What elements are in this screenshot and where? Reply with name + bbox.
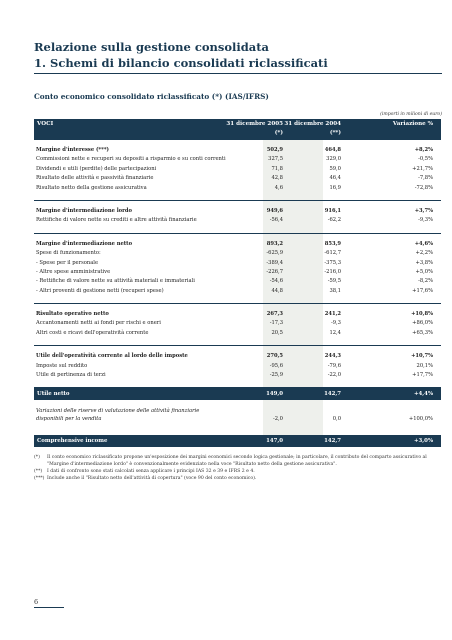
variazioni-label-1: Variazioni delle riserve di valutazione delle attività finanziarie bbox=[36, 408, 200, 415]
table-row bbox=[34, 329, 441, 338]
variazioni-row bbox=[34, 400, 441, 430]
table-row bbox=[34, 310, 441, 319]
row-value-2004: 241,2 bbox=[324, 311, 341, 318]
title-rule bbox=[34, 73, 442, 74]
row-value-2004: 12,4 bbox=[329, 329, 341, 336]
row-label: Risultato delle attività e passività finanziarie bbox=[36, 175, 154, 182]
row-value-2005: 949,6 bbox=[266, 207, 283, 214]
row-change: +21,7% bbox=[412, 165, 433, 172]
row-label: Risultato netto della gestione assicurativa bbox=[36, 184, 147, 191]
utile-netto-2004: 142,7 bbox=[324, 391, 341, 398]
row-label: Commissioni nette e recuperi su depositi a risparmio e su conti correnti bbox=[36, 156, 226, 163]
footnote bbox=[34, 475, 434, 482]
row-value-2005: 267,3 bbox=[266, 311, 283, 318]
row-value-2004: -375,3 bbox=[324, 259, 341, 266]
header-col1: 31 dicembre 2005 bbox=[226, 121, 283, 127]
row-change: +2,2% bbox=[415, 250, 433, 257]
row-change: -72,8% bbox=[414, 184, 433, 191]
row-value-2005: 42,8 bbox=[271, 175, 283, 182]
row-value-2005: 270,5 bbox=[266, 353, 283, 360]
table-row bbox=[34, 155, 441, 164]
header-col3: Variazione % bbox=[392, 121, 433, 127]
row-value-2004: 59,0 bbox=[329, 165, 341, 172]
row-value-2004: -79,6 bbox=[327, 362, 341, 369]
table-row bbox=[34, 362, 441, 371]
utile-netto-label: Utile netto bbox=[37, 391, 70, 398]
comprehensive-change: +3,0% bbox=[413, 438, 433, 445]
row-value-2004: 329,0 bbox=[326, 156, 341, 163]
row-value-2004: -216,0 bbox=[324, 268, 341, 275]
row-value-2004: 464,8 bbox=[324, 147, 341, 153]
row-label: Margine d'interesse (***) bbox=[36, 147, 109, 153]
row-label: Dividendi e utili (perdite) delle partecipazioni bbox=[36, 165, 157, 172]
row-value-2005: 20,5 bbox=[271, 329, 283, 336]
variazioni-change: +100,0% bbox=[408, 416, 433, 423]
row-value-2005: 4,6 bbox=[274, 184, 283, 191]
table-row bbox=[34, 259, 441, 268]
table-row bbox=[34, 319, 441, 328]
row-change: -8,2% bbox=[418, 278, 433, 285]
units-note: (importi in milioni di euro) bbox=[380, 112, 442, 117]
footnote-mark: (**) bbox=[34, 469, 43, 474]
utile-netto-2005: 149,0 bbox=[266, 391, 283, 398]
row-value-2005: -389,4 bbox=[266, 259, 283, 266]
row-label: Margine d'intermediazione netto bbox=[36, 240, 133, 247]
row-value-2005: 71,8 bbox=[271, 165, 283, 172]
row-change: +10,8% bbox=[411, 311, 433, 318]
row-value-2004: 46,4 bbox=[329, 175, 341, 182]
row-change: +86,0% bbox=[412, 320, 433, 327]
row-value-2004: -22,0 bbox=[327, 372, 341, 379]
row-value-2005: 893,2 bbox=[266, 240, 283, 247]
row-value-2005: 44,8 bbox=[271, 287, 283, 294]
header-col1-note: (*) bbox=[274, 130, 283, 136]
row-value-2004: 853,9 bbox=[324, 240, 341, 247]
income-statement-table bbox=[34, 119, 441, 447]
table-row bbox=[34, 165, 441, 174]
row-label: Altri costi e ricavi dell'operatività corrente bbox=[36, 329, 149, 336]
row-label: Utile di pertinenza di terzi bbox=[36, 372, 106, 379]
row-value-2004: -9,3 bbox=[330, 320, 341, 327]
table-row bbox=[34, 287, 441, 296]
row-value-2004: 16,9 bbox=[329, 184, 341, 191]
row-change: 20,1% bbox=[416, 362, 433, 369]
row-change: -9,3% bbox=[418, 217, 433, 224]
table-section bbox=[34, 140, 441, 200]
row-value-2005: -17,3 bbox=[269, 320, 283, 327]
row-value-2004: 916,1 bbox=[324, 207, 341, 214]
row-value-2004: -62,2 bbox=[327, 217, 341, 224]
footnote-mark: (***) bbox=[34, 476, 45, 481]
row-change: +3,8% bbox=[415, 259, 433, 266]
row-value-2005: -54,6 bbox=[269, 278, 283, 285]
variazioni-label-2: disponibili per la vendita bbox=[36, 416, 102, 423]
footnote-text: Il conto economico riclassificato propone un'esposizione dei margini economici secondo logica gestionale; in particolare, il contributo del comparto assicurativo al "Margine d'intermediazione lordo" è convenzionalmente evidenziato nella voce "Risultato netto della gestione assicurativa". bbox=[47, 455, 427, 467]
table-row bbox=[34, 146, 441, 155]
row-value-2005: -95,6 bbox=[269, 362, 283, 369]
table-row bbox=[34, 371, 441, 380]
header-col2-note: (**) bbox=[329, 130, 341, 136]
footnote-mark: (*) bbox=[34, 455, 40, 460]
variazioni-2004: 0,0 bbox=[332, 416, 341, 423]
variazioni-2005: -2,0 bbox=[272, 416, 283, 423]
footnote bbox=[34, 454, 434, 468]
footnote-text: I dati di confronto sono stati calcolati senza applicare i principi IAS 32 e 39 e IFRS 2 e 4. bbox=[47, 469, 255, 474]
row-label: - Spese per il personale bbox=[36, 259, 99, 266]
row-change: +8,2% bbox=[414, 147, 433, 153]
row-change: +17,6% bbox=[412, 287, 433, 294]
row-change: +4,6% bbox=[414, 240, 433, 247]
row-label: Utile dell'operatività corrente al lordo delle imposte bbox=[36, 353, 188, 360]
row-value-2004: -59,5 bbox=[327, 278, 341, 285]
row-label: - Rettifiche di valore nette su attività materiali e immateriali bbox=[36, 278, 195, 285]
table-row bbox=[34, 207, 441, 216]
table-body bbox=[34, 140, 441, 388]
row-change: +3,7% bbox=[414, 207, 433, 214]
table-header bbox=[34, 119, 441, 140]
table-row bbox=[34, 249, 441, 258]
table-row bbox=[34, 277, 441, 286]
row-value-2005: -25,9 bbox=[269, 372, 283, 379]
footnote-text: Include anche il "Risultato netto dell'attività di copertura" (voce 90 del conto economico). bbox=[47, 476, 257, 481]
utile-netto-change: +4,4% bbox=[413, 391, 433, 398]
table-section bbox=[34, 201, 441, 233]
row-value-2004: 244,3 bbox=[324, 353, 341, 360]
table-section bbox=[34, 304, 441, 345]
table-subtitle: Conto economico consolidato riclassificato (*) (IAS/IFRS) bbox=[34, 92, 269, 101]
row-label: Margine d'intermediazione lordo bbox=[36, 207, 132, 214]
row-value-2005: -56,4 bbox=[269, 217, 283, 224]
row-change: +65,3% bbox=[412, 329, 433, 336]
row-value-2005: -625,9 bbox=[266, 250, 283, 257]
table-row bbox=[34, 184, 441, 193]
row-label: Risultato operativo netto bbox=[36, 311, 109, 318]
row-value-2005: -226,7 bbox=[266, 268, 283, 275]
row-value-2004: 38,1 bbox=[329, 287, 341, 294]
row-label: - Altri proventi di gestione netti (recuperi spese) bbox=[36, 287, 164, 294]
row-label: Rettifiche di valore nette su crediti e altre attività finanziarie bbox=[36, 217, 197, 224]
row-label: - Altre spese amministrative bbox=[36, 268, 111, 275]
utile-netto-row bbox=[34, 388, 441, 400]
page-number-rule bbox=[34, 607, 64, 608]
table-section bbox=[34, 346, 441, 387]
comprehensive-2004: 142,7 bbox=[324, 438, 341, 445]
row-value-2005: 327,5 bbox=[268, 156, 283, 163]
page-number: 6 bbox=[34, 598, 39, 606]
row-change: -7,8% bbox=[418, 175, 433, 182]
footnote bbox=[34, 468, 434, 475]
row-value-2004: -612,7 bbox=[324, 250, 341, 257]
table-row bbox=[34, 240, 441, 249]
row-change: +10,7% bbox=[411, 353, 433, 360]
section-title: Relazione sulla gestione consolidata bbox=[34, 40, 270, 54]
table-row bbox=[34, 174, 441, 183]
footnotes bbox=[34, 454, 434, 482]
table-row bbox=[34, 268, 441, 277]
row-change: +17,7% bbox=[412, 372, 433, 379]
header-voci: VOCI bbox=[37, 121, 54, 127]
table-row bbox=[34, 352, 441, 361]
header-col2: 31 dicembre 2004 bbox=[284, 121, 341, 127]
comprehensive-income-row bbox=[34, 435, 441, 447]
row-label: Spese di funzionamento: bbox=[36, 250, 101, 257]
table-section bbox=[34, 234, 441, 303]
row-change: -0,5% bbox=[418, 156, 433, 163]
table-row bbox=[34, 216, 441, 225]
row-label: Accantonamenti netti ai fondi per rischi e oneri bbox=[36, 320, 161, 327]
comprehensive-2005: 147,0 bbox=[266, 438, 283, 445]
comprehensive-label: Comprehensive income bbox=[37, 438, 108, 445]
row-change: +5,0% bbox=[415, 268, 433, 275]
row-value-2005: 502,9 bbox=[266, 147, 283, 153]
row-label: Imposte sul reddito bbox=[36, 362, 88, 369]
chapter-title: 1. Schemi di bilancio consolidati riclassificati bbox=[34, 56, 328, 70]
